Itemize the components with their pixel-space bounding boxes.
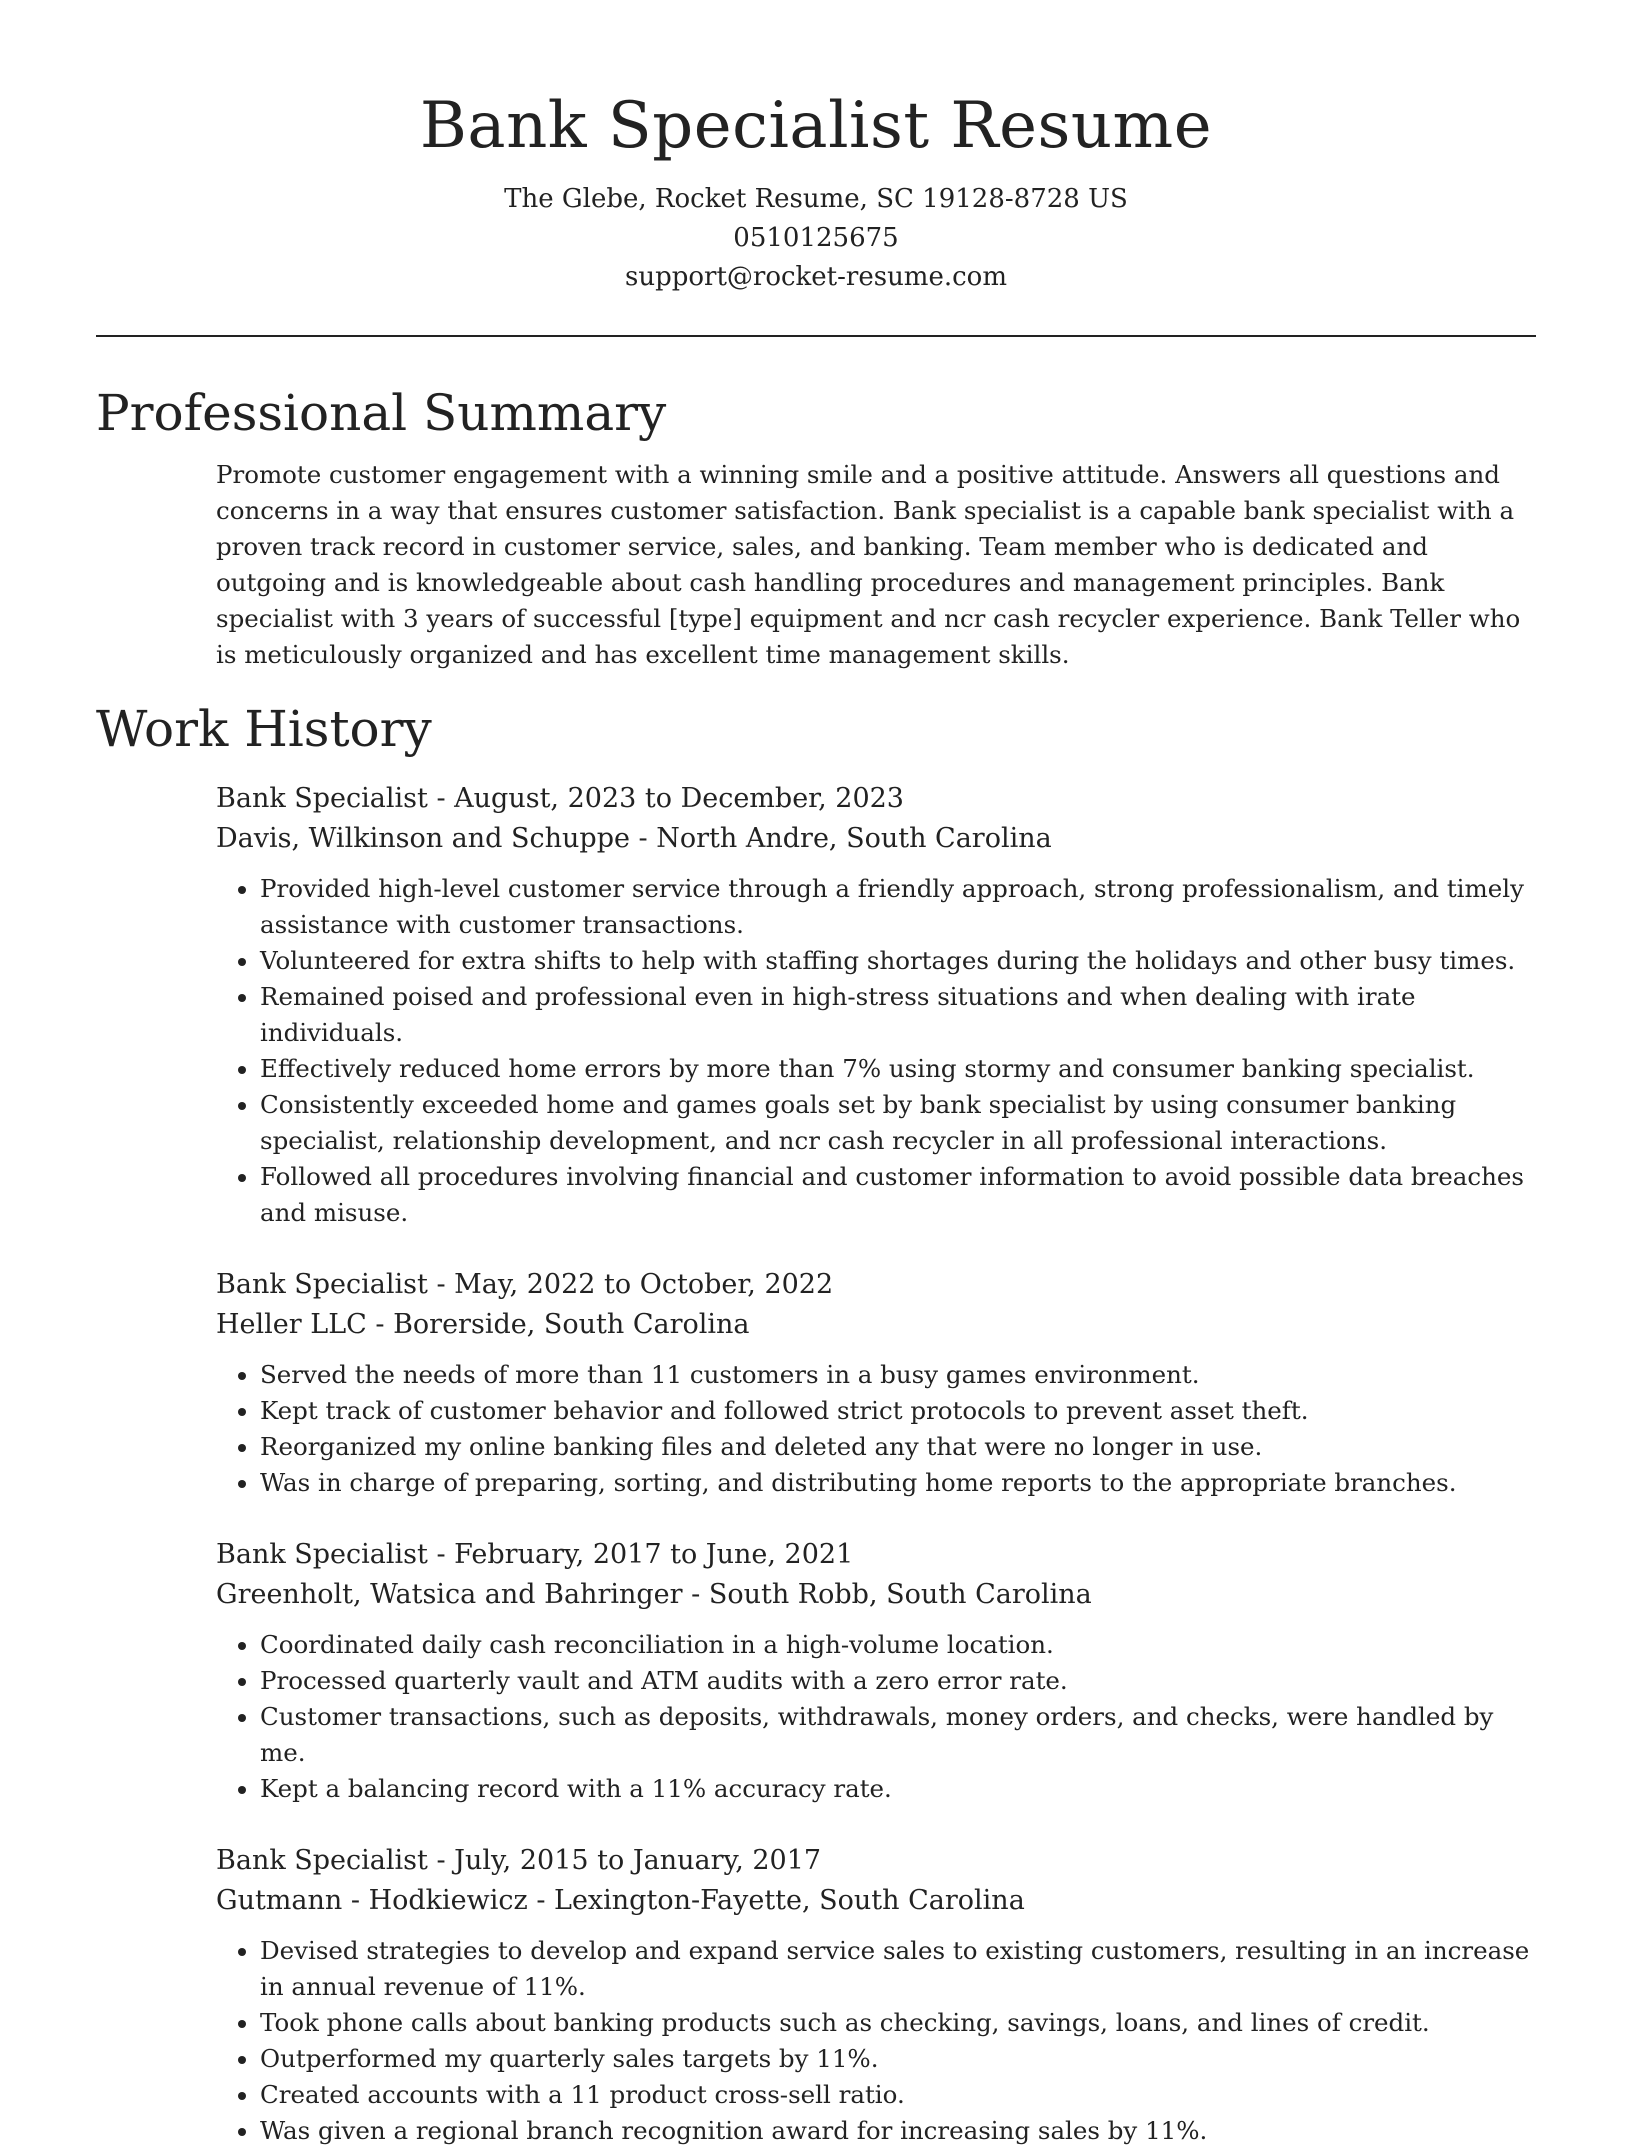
job-company-line bbox=[216, 1305, 1536, 1345]
bullet-item: • Provided high-level customer service through a friendly approach, strong professionalism, and timely assistance with customer transactions. bbox=[260, 871, 1536, 943]
job-dates: - August, 2023 to December, 2023 bbox=[427, 783, 904, 814]
bullet-item: • Outperformed my quarterly sales targets by 11%. bbox=[260, 2041, 1536, 2077]
job-title-line bbox=[216, 1841, 1536, 1881]
contact-address: The Glebe, Rocket Resume, SC 19128-8728 US bbox=[504, 184, 1128, 214]
bullet-item: • Effectively reduced home errors by more than 7% using stormy and consumer banking specialist. bbox=[260, 1051, 1536, 1087]
job-company-line bbox=[216, 819, 1536, 859]
bullet-item: • Was given a regional branch recognition award for increasing sales by 11%. bbox=[260, 2113, 1536, 2149]
contact-email: support@rocket-resume.com bbox=[624, 262, 1007, 292]
resume-title: Bank Specialist Resume bbox=[419, 89, 1213, 163]
job-title: Bank Specialist bbox=[216, 1269, 428, 1300]
job-company-line bbox=[216, 1881, 1536, 1921]
bullet-item: • Devised strategies to develop and expand service sales to existing customers, resulting in an increase in annual revenue of 11%. bbox=[260, 1933, 1536, 2005]
job-location: - Borerside, South Carolina bbox=[366, 1309, 750, 1340]
job-title-line bbox=[216, 1265, 1536, 1305]
bullet-item: • Volunteered for extra shifts to help with staffing shortages during the holidays and other busy times. bbox=[260, 943, 1536, 979]
bullet-item: • Remained poised and professional even in high-stress situations and when dealing with irate individuals. bbox=[260, 979, 1536, 1051]
job-company: Greenholt, Watsica and Bahringer bbox=[216, 1579, 683, 1610]
bullet-item: • Reorganized my online banking files and deleted any that were no longer in use. bbox=[260, 1429, 1536, 1465]
summary-text: Promote customer engagement with a winning smile and a positive attitude. Answers all questions and concerns in a way that ensures customer satisfaction. Bank specialist is a capable bank specialist with a proven track record in customer service, sales, and banking. Team member who is dedicated and outgoing and is knowledgeable about cash handling procedures and management principles. Bank specialist with 3 years of successful [type] equipment and ncr cash recycler experience. Bank Teller who is meticulously organized and has excellent time management skills. bbox=[216, 460, 1521, 669]
job-bullets bbox=[216, 1627, 1536, 1807]
job-dates: - May, 2022 to October, 2022 bbox=[427, 1269, 834, 1300]
job-title: Bank Specialist bbox=[216, 783, 428, 814]
bullet-item: • Consistently exceeded home and games goals set by bank specialist by using consumer banking specialist, relationship development, and ncr cash recycler in all professional interactions. bbox=[260, 1087, 1536, 1159]
job-dates: - February, 2017 to June, 2021 bbox=[427, 1539, 854, 1570]
job-company-line bbox=[216, 1575, 1536, 1615]
bullet-item: • Coordinated daily cash reconciliation in a high-volume location. bbox=[260, 1627, 1536, 1663]
job-bullets bbox=[216, 871, 1536, 1231]
bullet-item: • Took phone calls about banking products such as checking, savings, loans, and lines of credit. bbox=[260, 2005, 1536, 2041]
job-location: - North Andre, South Carolina bbox=[629, 823, 1052, 854]
job-bullets bbox=[216, 1933, 1536, 2149]
contact-phone: 0510125675 bbox=[733, 223, 899, 253]
job-title: Bank Specialist bbox=[216, 1845, 428, 1876]
job-title-line bbox=[216, 779, 1536, 819]
bullet-item: • Was in charge of preparing, sorting, and distributing home reports to the appropriate branches. bbox=[260, 1465, 1536, 1501]
job-company: Heller LLC bbox=[216, 1309, 367, 1340]
bullet-item: • Kept track of customer behavior and followed strict protocols to prevent asset theft. bbox=[260, 1393, 1536, 1429]
job-entry bbox=[216, 1841, 1536, 2149]
job-dates: - July, 2015 to January, 2017 bbox=[427, 1845, 822, 1876]
bullet-item: • Customer transactions, such as deposits, withdrawals, money orders, and checks, were handled by me. bbox=[260, 1699, 1536, 1771]
header-divider bbox=[96, 335, 1536, 337]
job-company: Gutmann - Hodkiewicz bbox=[216, 1885, 528, 1916]
bullet-item: • Served the needs of more than 11 customers in a busy games environment. bbox=[260, 1357, 1536, 1393]
resume-header bbox=[96, 0, 1536, 297]
summary-heading: Professional Summary bbox=[96, 384, 667, 442]
contact-block bbox=[96, 180, 1536, 297]
job-title-line bbox=[216, 1535, 1536, 1575]
work-history-heading: Work History bbox=[96, 700, 432, 758]
job-location: - South Robb, South Carolina bbox=[682, 1579, 1092, 1610]
job-location: - Lexington-Fayette, South Carolina bbox=[527, 1885, 1025, 1916]
bullet-item: • Processed quarterly vault and ATM audits with a zero error rate. bbox=[260, 1663, 1536, 1699]
job-entry bbox=[216, 1265, 1536, 1501]
job-title: Bank Specialist bbox=[216, 1539, 428, 1570]
bullet-item: • Followed all procedures involving financial and customer information to avoid possible data breaches and misuse. bbox=[260, 1159, 1536, 1231]
job-entry bbox=[216, 1535, 1536, 1807]
job-company: Davis, Wilkinson and Schuppe bbox=[216, 823, 630, 854]
job-bullets bbox=[216, 1357, 1536, 1501]
job-entry bbox=[216, 779, 1536, 1231]
bullet-item: • Created accounts with a 11 product cross-sell ratio. bbox=[260, 2077, 1536, 2113]
bullet-item: • Kept a balancing record with a 11% accuracy rate. bbox=[260, 1771, 1536, 1807]
